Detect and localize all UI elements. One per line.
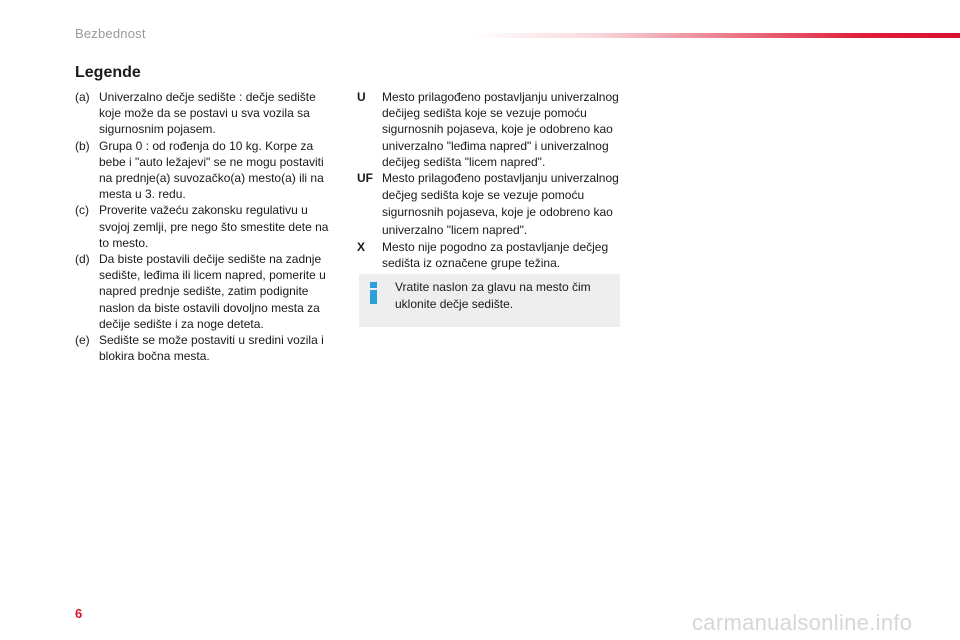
info-icon — [368, 282, 380, 304]
legend-text: Proverite važeću zakonsku regulativu u svojoj zemlji, pre nego što smestite dete na to mesto. — [99, 203, 329, 250]
legend-text: Sedište se može postaviti u sredini vozila i blokira bočna mesta. — [99, 333, 324, 364]
legend-text: Grupa 0 : od rođenja do 10 kg. Korpe za bebe i "auto ležajevi" se ne mogu postaviti na prednje(a) suvozačko(a) mesto(a) ili na mesta u 3. redu. — [99, 138, 324, 202]
legend-key: (c) — [75, 203, 89, 218]
legend-key: (e) — [75, 333, 90, 348]
info-text: Vratite naslon za glavu na mesto čim uklonite dečje sedište. — [395, 280, 591, 311]
code-text: Mesto nije pogodno za postavljanje dečjeg sedišta iz označene grupe težina. — [382, 239, 609, 271]
info-box — [359, 274, 620, 327]
code-text: Mesto prilagođeno postavljanju univerzalnog dečjeg sedišta koje se vezuje pomoću sigurnosnih pojaseva, koje je odobreno kao univerzalno "licem napred". — [382, 171, 619, 237]
page-number: 6 — [75, 606, 83, 621]
code-label: UF — [357, 171, 373, 186]
legend-item-e — [75, 332, 340, 364]
legend-key: (d) — [75, 252, 90, 267]
header-accent-bar — [470, 33, 960, 38]
legend-item-b — [75, 138, 340, 203]
code-label: U — [357, 90, 366, 104]
code-item-x — [357, 239, 625, 271]
section-title: Legende — [75, 64, 141, 81]
legend-item-c — [75, 202, 340, 251]
legend-text: Univerzalno dečje sedište : dečje sedište koje može da se postavi u sva vozila sa sigurnosnim pojasem. — [99, 90, 316, 137]
code-item-uf — [357, 170, 625, 239]
legend-list — [75, 89, 340, 364]
legend-text: Da biste postavili dečije sedište na zadnje sedište, leđima ili licem napred, pomerite u napred prednje sedište, zatim podignite naslon da biste ostavili dovoljno mesta za dečije sedište i za noge deteta. — [99, 252, 326, 331]
code-label: X — [357, 239, 366, 254]
code-item-u — [357, 89, 625, 170]
code-list — [357, 89, 625, 271]
legend-item-d — [75, 251, 340, 332]
legend-key: (a) — [75, 90, 90, 104]
legend-key: (b) — [75, 138, 90, 153]
legend-item-a — [75, 89, 340, 138]
code-text: Mesto prilagođeno postavljanju univerzalnog dečijeg sedišta koje se vezuje pomoću sigurnosnih pojaseva, koje je odobreno kao univerzalno "leđima napred" i univerzalnog dečijeg sedišta "licem napred". — [382, 90, 619, 169]
watermark: carmanualsonline.info — [692, 610, 913, 635]
header-title: Bezbednost — [75, 26, 146, 41]
